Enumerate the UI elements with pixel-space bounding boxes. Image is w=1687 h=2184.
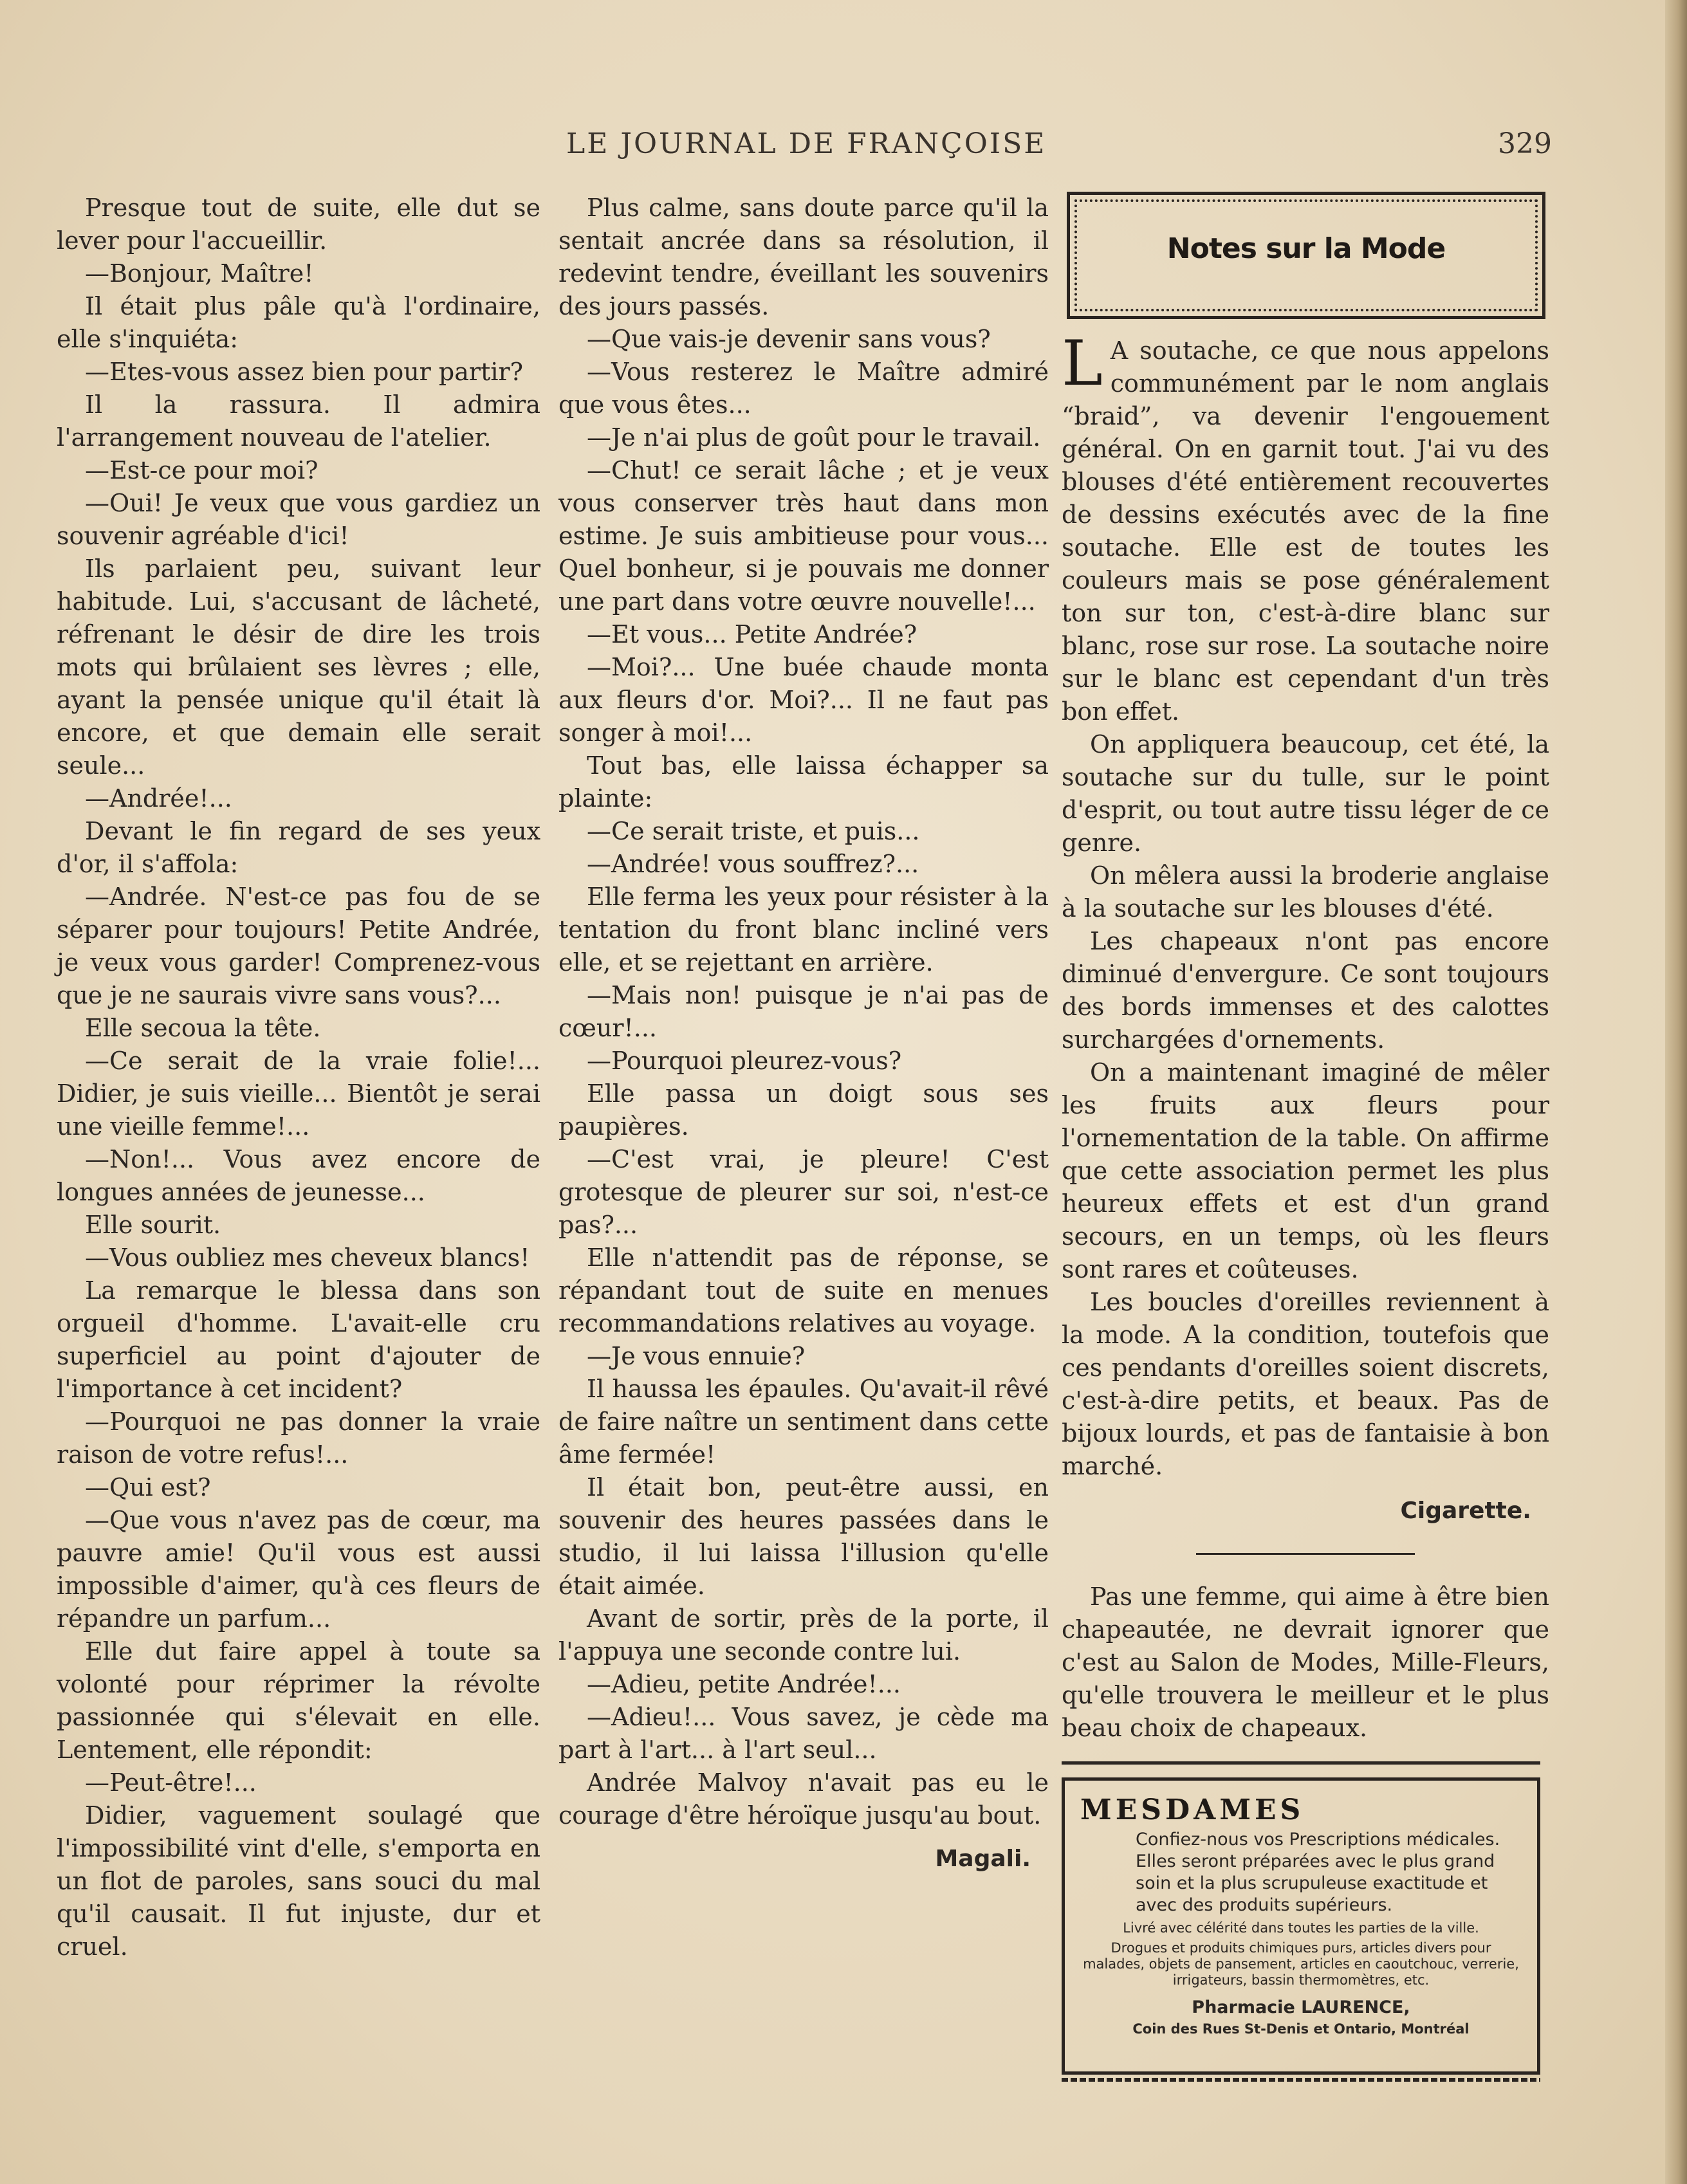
section-title-box bbox=[1067, 192, 1545, 319]
paragraph: Il était bon, peut-être aussi, en souvenir des heures passées dans le studio, il lui laissa l'illusion qu'elle était aimée. bbox=[558, 1473, 1049, 1600]
paragraph: —Vous oubliez mes cheveux blancs! bbox=[85, 1243, 530, 1272]
story-column-left bbox=[57, 192, 540, 1963]
paragraph: —Est-ce pour moi? bbox=[85, 456, 318, 484]
paragraph: La remarque le blessa dans son orgueil d'homme. L'avait-elle cru superficiel au point d'ajouter de l'importance à cet incident? bbox=[57, 1276, 540, 1403]
paragraph: —Non!... Vous avez encore de longues années de jeunesse... bbox=[57, 1145, 540, 1206]
paragraph: Il la rassura. Il admira l'arrangement nouveau de l'atelier. bbox=[57, 390, 540, 452]
paragraph: Elle ferma les yeux pour résister à la tentation du front blanc incliné vers elle, et se rejettant en arrière. bbox=[558, 883, 1049, 977]
paragraph: Didier, vaguement soulagé que l'impossibilité vint d'elle, s'emporta en un flot de paroles, sans souci du mal qu'il causait. Il fut injuste, dur et cruel. bbox=[57, 1801, 540, 1961]
paragraph: —Andrée! vous souffrez?... bbox=[587, 850, 919, 878]
ad-separator-rule bbox=[1062, 1761, 1540, 1765]
paragraph: —Ce serait triste, et puis... bbox=[587, 817, 920, 845]
paragraph: —C'est vrai, je pleure! C'est grotesque de pleurer sur soi, n'est-ce pas?... bbox=[558, 1145, 1049, 1239]
paragraph: —Chut! ce serait lâche ; et je veux vous conserver très haut dans mon estime. Je suis ambitieuse pour vous... Quel bonheur, si je pouvais me donner une part dans votre œuvre nouvelle!... bbox=[558, 456, 1049, 616]
paragraph: —Ce serait de la vraie folie!... Didier, je suis vieille... Bientôt je serai une vieille femme!... bbox=[57, 1047, 540, 1141]
paragraph: Devant le fin regard de ses yeux d'or, il s'affola: bbox=[57, 817, 540, 878]
fashion-signature: Cigarette. bbox=[1400, 1498, 1531, 1524]
paragraph: —Je vous ennuie? bbox=[587, 1342, 806, 1370]
page-binding-edge bbox=[1665, 0, 1687, 2184]
paragraph: —Qui est? bbox=[85, 1473, 211, 1501]
paragraph: Il haussa les épaules. Qu'avait-il rêvé de faire naître un sentiment dans cette âme fermée! bbox=[558, 1375, 1049, 1469]
paragraph: —Vous resterez le Maître admiré que vous êtes... bbox=[558, 358, 1049, 419]
salon-note: Pas une femme, qui aime à être bien chapeautée, ne devrait ignorer que c'est au Salon de Modes, Mille-Fleurs, qu'elle trouvera le meilleur et le plus beau choix de chapeaux. bbox=[1062, 1583, 1549, 1742]
paragraph: —Adieu, petite Andrée!... bbox=[587, 1670, 901, 1698]
paragraph: —Mais non! puisque je n'ai pas de cœur!... bbox=[558, 981, 1049, 1042]
ad-products: Drogues et produits chimiques purs, articles divers pour malades, objets de pansement, articles en caoutchouc, verrerie, irrigateurs, bassin thermomètres, etc. bbox=[1083, 1940, 1519, 1988]
paragraph: Elle dut faire appel à toute sa volonté pour réprimer la révolte passionnée qui s'élevait en elle. Lentement, elle répondit: bbox=[57, 1637, 540, 1764]
ad-address: Coin des Rues St-Denis et Ontario, Montréal bbox=[1132, 2021, 1470, 2037]
story-signature: Magali. bbox=[935, 1846, 1031, 1872]
running-title: LE JOURNAL DE FRANÇOISE bbox=[566, 127, 1047, 160]
paragraph: —Je n'ai plus de goût pour le travail. bbox=[587, 423, 1041, 452]
paragraph: Elle sourit. bbox=[85, 1211, 221, 1239]
ad-pharmacy-name: Pharmacie LAURENCE, bbox=[1192, 1997, 1410, 2017]
paragraph: Les chapeaux n'ont pas encore diminué d'envergure. Ce sont toujours des bords immenses et des calottes surchargées d'ornements. bbox=[1062, 927, 1549, 1054]
paragraph: —Que vous n'avez pas de cœur, ma pauvre amie! Qu'il vous est aussi impossible d'aimer, qu'à ces fleurs de répandre un parfum... bbox=[57, 1506, 540, 1633]
paragraph: Plus calme, sans doute parce qu'il la sentait ancrée dans sa résolution, il redevint tendre, éveillant les souvenirs des jours passés. bbox=[558, 194, 1049, 320]
ad-title: MESDAMES bbox=[1080, 1794, 1305, 1826]
section-divider bbox=[1196, 1553, 1415, 1555]
paragraph: On mêlera aussi la broderie anglaise à la soutache sur les blouses d'été. bbox=[1062, 861, 1549, 922]
paragraph: Tout bas, elle laissa échapper sa plainte: bbox=[558, 751, 1049, 812]
paragraph: —Bonjour, Maître! bbox=[85, 259, 314, 288]
ad-body: Confiez-nous vos Prescriptions médicales. Elles seront préparées avec le plus grand soin et la plus scrupuleuse exactitude et avec des produits supérieurs. bbox=[1136, 1830, 1500, 1915]
paragraph: Andrée Malvoy n'avait pas eu le courage d'être héroïque jusqu'au bout. bbox=[558, 1768, 1049, 1830]
paragraph: Ils parlaient peu, suivant leur habitude. Lui, s'accusant de lâcheté, réfrenant le désir de dire les trois mots qui brûlaient ses lèvres ; elle, ayant la pensée unique qu'il était là encore, et que demain elle serait seule... bbox=[57, 555, 540, 780]
paragraph: —Pourquoi pleurez-vous? bbox=[587, 1047, 902, 1075]
page-header bbox=[0, 127, 1687, 166]
paragraph: Elle secoua la tête. bbox=[85, 1014, 321, 1042]
paragraph: On appliquera beaucoup, cet été, la soutache sur du tulle, sur le point d'esprit, ou tout autre tissu léger de ce genre. bbox=[1062, 730, 1549, 857]
paragraph: —Oui! Je veux que vous gardiez un souvenir agréable d'ici! bbox=[57, 489, 540, 550]
ad-bottom-border bbox=[1062, 2078, 1540, 2082]
paragraph: —Peut-être!... bbox=[85, 1768, 257, 1797]
ad-delivery: Livré avec célérité dans toutes les parties de la ville. bbox=[1123, 1920, 1479, 1936]
first-paragraph-text: A soutache, ce que nous appelons communément par le nom anglais “braid”, va devenir l'engouement général. On en garnit tout. J'ai vu des blouses d'été entièrement recouvertes de dessins exécutés avec de la fine soutache. Elle est de toutes les couleurs mais se pose généralement ton sur ton, c'est-à-dire blanc sur blanc, rose sur rose. La soutache noire sur le blanc est cependant d'un très bon effet. bbox=[1062, 336, 1549, 726]
page-number: 329 bbox=[1498, 127, 1552, 160]
paragraph: —Andrée!... bbox=[85, 784, 232, 812]
section-title: Notes sur la Mode bbox=[1166, 232, 1446, 265]
drop-cap: L bbox=[1062, 327, 1103, 399]
paragraph: —Que vais-je devenir sans vous? bbox=[587, 325, 991, 353]
paragraph: Avant de sortir, près de la porte, il l'appuya une seconde contre lui. bbox=[558, 1604, 1049, 1666]
paragraph: —Et vous... Petite Andrée? bbox=[587, 620, 917, 648]
paragraph: On a maintenant imaginé de mêler les fruits aux fleurs pour l'ornementation de la table. On affirme que cette association permet les plus heureux effets et est d'un grand secours, en un temps, où les fleurs sont rares et coûteuses. bbox=[1062, 1058, 1549, 1283]
paragraph: —Pourquoi ne pas donner la vraie raison de votre refus!... bbox=[57, 1408, 540, 1469]
paragraph: Presque tout de suite, elle dut se lever pour l'accueillir. bbox=[57, 194, 540, 255]
paragraph: Il était plus pâle qu'à l'ordinaire, elle s'inquiéta: bbox=[57, 292, 540, 353]
pharmacy-advertisement bbox=[1062, 1777, 1540, 2075]
paragraph: —Adieu!... Vous savez, je cède ma part à l'art... à l'art seul... bbox=[558, 1703, 1049, 1764]
paragraph: Elle passa un doigt sous ses paupières. bbox=[558, 1079, 1049, 1141]
first-paragraph bbox=[1062, 327, 1549, 728]
story-column-middle bbox=[558, 192, 1049, 1875]
paragraph: —Moi?... Une buée chaude monta aux fleurs d'or. Moi?... Il ne faut pas songer à moi!... bbox=[558, 653, 1049, 747]
fashion-column bbox=[1062, 192, 1549, 2075]
paragraph: —Etes-vous assez bien pour partir? bbox=[85, 358, 524, 386]
paragraph: Les boucles d'oreilles reviennent à la mode. A la condition, toutefois que ces pendants d'oreilles soient discrets, c'est-à-dire petits, et beaux. Pas de bijoux lourds, et pas de fantaisie à bon marché. bbox=[1062, 1288, 1549, 1480]
paragraph: —Andrée. N'est-ce pas fou de se séparer pour toujours! Petite Andrée, je veux vous garder! Comprenez-vous que je ne saurais vivre sans vous?... bbox=[57, 883, 540, 1009]
paragraph: Elle n'attendit pas de réponse, se répandant tout de suite en menues recommandations relatives au voyage. bbox=[558, 1243, 1049, 1337]
